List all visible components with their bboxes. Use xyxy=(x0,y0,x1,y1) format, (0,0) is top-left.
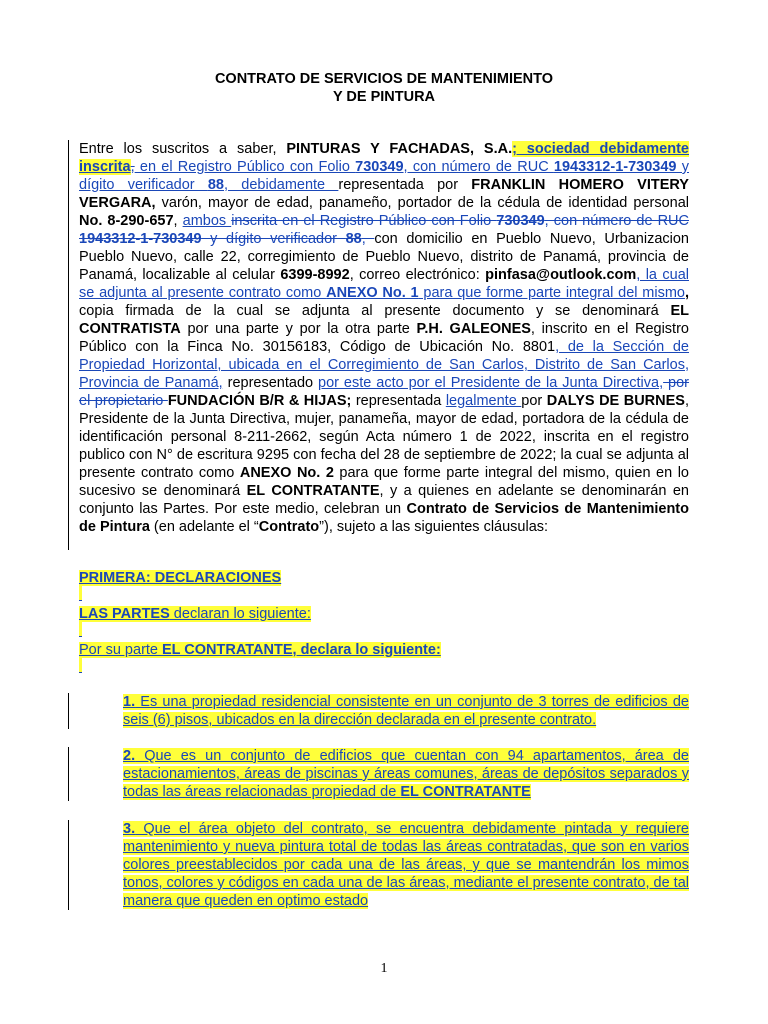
document-title xyxy=(0,70,768,106)
partes-declaration: LAS PARTES declaran lo siguiente: xyxy=(79,606,311,622)
revision-bar xyxy=(68,140,69,550)
section-primera-heading: PRIMERA: DECLARACIONES xyxy=(79,570,282,586)
revision-bar xyxy=(68,693,69,729)
declaration-item-1: 1. Es una propiedad residencial consistente en un conjunto de 3 torres de edificios de seis (6) pisos, ubicados en la dirección declarada en el presente contrato. xyxy=(123,694,689,728)
page-number: 1 xyxy=(380,961,388,976)
intro-paragraph: Entre los suscritos a saber, PINTURAS Y FACHADAS, S.A.; sociedad debidamente inscrita, en el Registro Público con Folio 730349, con número de RUC 1943312-1-730349 y dígito verificador 88, debidamente representada por FRANKLIN HOMERO VITERY VERGARA, varón, mayor de edad, panameño, portador de la cédula de identidad personal No. 8-290-657, ambos inscrita en el Registro Público con Folio 730349, con número de RUC 1943312-1-730349 y dígito verificador 88, con domicilio en Pueblo Nuevo, Urbanizacion Pueblo Nuevo, calle 22, corregimiento de Pueblo Nuevo, distrito de Panamá, provincia de Panamá, localizable al celular 6399-8992, correo electrónico: pinfasa@outlook.com, la cual se adjunta al presente contrato como ANEXO No. 1 para que forme parte integral del mismo, copia firmada de la cual se adjunta al presente documento y se denominará EL CONTRATISTA por una parte y por la otra parte P.H. GALEONES, inscrito en el Registro Público con la Finca No. 30156183, Código de Ubicación No. 8801, de la Sección de Propiedad Horizontal, ubicada en el Corregimiento de San Carlos, Distrito de San Carlos, Provincia de Panamá, representado por este acto por el Presidente de la Junta Directiva, por el propietario FUNDACIÓN B/R & HIJAS; representada legalmente por DALYS DE BURNES, Presidente de la Junta Directiva, mujer, panameña, mayor de edad, portadora de la cédula de identificación personal 8-211-2662, según Acta número 1 de 2022, inscrita en el registro publico con N° de escritura 9295 con fecha del 28 de septiembre de 2022; la cual se adjunta al presente contrato como ANEXO No. 2 para que forme parte integral del mismo, quien en lo sucesivo se denominará EL CONTRATANTE, y a quienes en adelante se denominarán en conjunto las Partes. Por este medio, celebran un Contrato de Servicios de Mantenimiento de Pintura (en adelante el “Contrato”), sujeto a las siguientes cláusulas: xyxy=(79,141,690,535)
declaration-item-3: 3. Que el área objeto del contrato, se encuentra debidamente pintada y requiere mantenimiento y nueva pintura total de todas las áreas contratadas, que son en varios colores preestablecidos por cada una de las áreas, y que se mantendrán los mimos tonos, colores y códigos en cada una de las áreas, mediante el presente contrato, de tal manera que queden en optimo estado xyxy=(123,821,689,909)
revision-bar xyxy=(68,820,69,910)
paragraph-mark xyxy=(79,658,82,673)
revision-bar xyxy=(68,747,69,801)
title-line-2: Y DE PINTURA xyxy=(332,89,436,105)
contratante-declaration: Por su parte EL CONTRATANTE, declara lo siguiente: xyxy=(79,642,441,658)
title-line-1: CONTRATO DE SERVICIOS DE MANTENIMIENTO xyxy=(214,71,554,87)
declaration-item-2: 2. Que es un conjunto de edificios que cuentan con 94 apartamentos, área de estacionamientos, áreas de piscinas y áreas comunes, áreas de depósitos separados y todas las áreas relacionadas propiedad de EL CONTRATANTE xyxy=(123,748,689,800)
paragraph-mark xyxy=(79,586,82,601)
paragraph-mark xyxy=(79,622,82,637)
